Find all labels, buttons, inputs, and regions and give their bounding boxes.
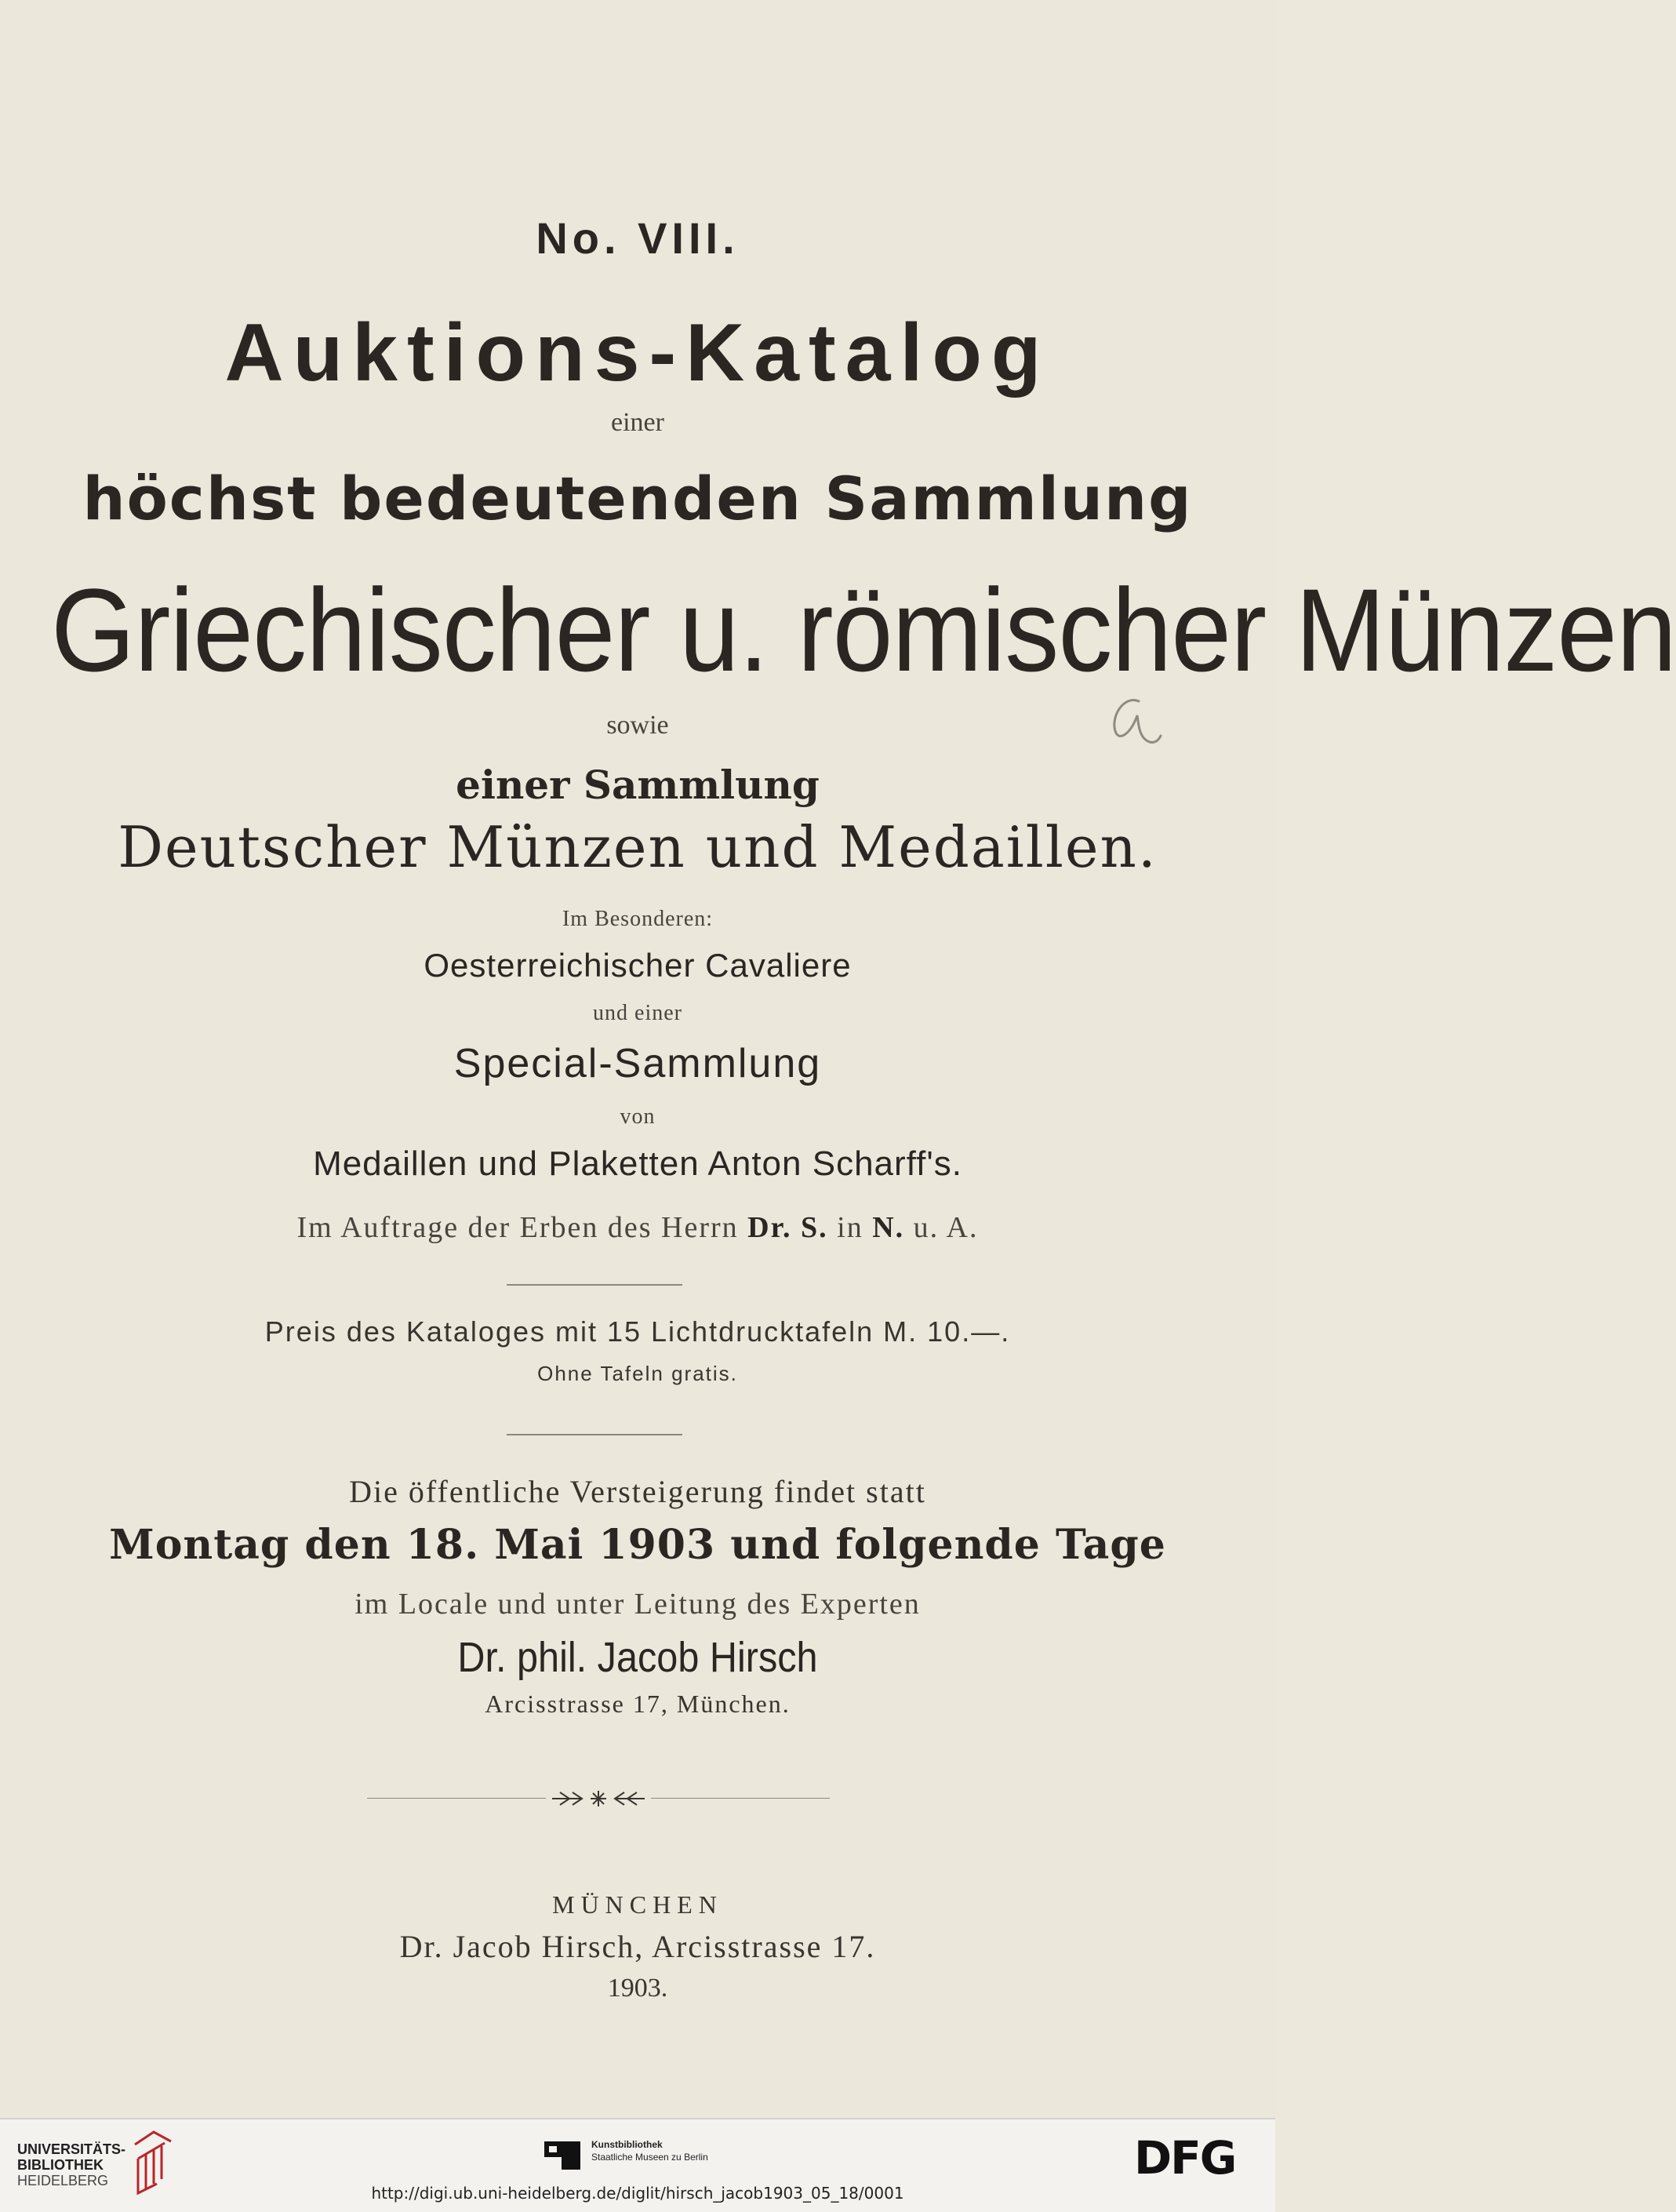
commission-text [0,1213,1275,1242]
auction-date-text: Montag den 18. Mai 1903 und folgende Tage [109,1521,1166,1569]
commission-post: u. A. [913,1211,979,1244]
special-collection-title: Special-Sammlung [453,1041,822,1086]
ub-line1: UNIVERSITÄTS- [17,2141,126,2157]
price-text: Preis des Kataloges mit 15 Lichtdrucktafeln M. 10.—. [264,1315,1011,1348]
collection-title: Griechischer u. römischer Münzen [51,564,1676,696]
commission-dr: Dr. S. [747,1211,828,1244]
ub-line2: BIBLIOTHEK [17,2157,104,2173]
commission-in: in [837,1211,863,1244]
divider-rule [507,1284,682,1286]
handwritten-mark-icon [1104,684,1167,755]
scharff-medals-text: Medaillen und Plaketten Anton Scharff's. [313,1144,962,1183]
von-text: von [620,1104,656,1129]
ub-heidelberg-logo-text[interactable] [17,2141,125,2188]
price-note-text: Ohne Tafeln gratis. [537,1362,738,1385]
kunstbibliothek-logo-icon[interactable] [543,2140,582,2171]
city-text: MÜNCHEN [552,1890,723,1919]
catalog-heading: Auktions-Katalog [224,307,1051,398]
auction-intro-text: Die öffentliche Versteigerung findet statt [349,1474,926,1509]
im-besonderen-text: Im Besonderen: [562,907,714,931]
catalog-number: No. VIII. [536,213,740,263]
dfg-logo[interactable]: DFG [1134,2131,1236,2185]
einer-sammlung-text: einer Sammlung [456,762,820,808]
collection-subheading: höchst bedeutenden Sammlung [82,464,1193,533]
einer-text: einer [611,408,664,437]
kb-title: Kunstbibliothek [591,2139,663,2150]
german-coins-title: Deutscher Münzen und Medaillen. [118,814,1158,880]
divider-rule [507,1434,682,1435]
expert-name: Dr. phil. Jacob Hirsch [457,1634,818,1681]
ornament-rule-right [651,1798,830,1799]
publisher-text: Dr. Jacob Hirsch, Arcisstrasse 17. [399,1929,876,1964]
sowie-text: sowie [606,711,669,740]
und-einer-text: und einer [593,1001,682,1025]
kb-subtitle: Staatliche Museen zu Berlin [591,2152,708,2163]
year-text: 1903. [607,1974,668,2003]
commission-n: N. [872,1211,905,1244]
ornament-rule-left [367,1798,546,1799]
commission-pre: Im Auftrage der Erben des Herrn [296,1211,739,1244]
auction-place-text: im Locale und unter Leitung des Experten [354,1588,921,1621]
kunstbibliothek-text[interactable] [591,2138,708,2163]
expert-address: Arcisstrasse 17, München. [485,1690,791,1718]
cavaliere-text: Oesterreichischer Cavaliere [424,947,852,984]
ornament-icon [549,1788,648,1810]
permalink-url[interactable]: http://digi.ub.uni-heidelberg.de/diglit/hirsch_jacob1903_05_18/0001 [371,2184,904,2203]
ub-line3: HEIDELBERG [17,2173,109,2188]
